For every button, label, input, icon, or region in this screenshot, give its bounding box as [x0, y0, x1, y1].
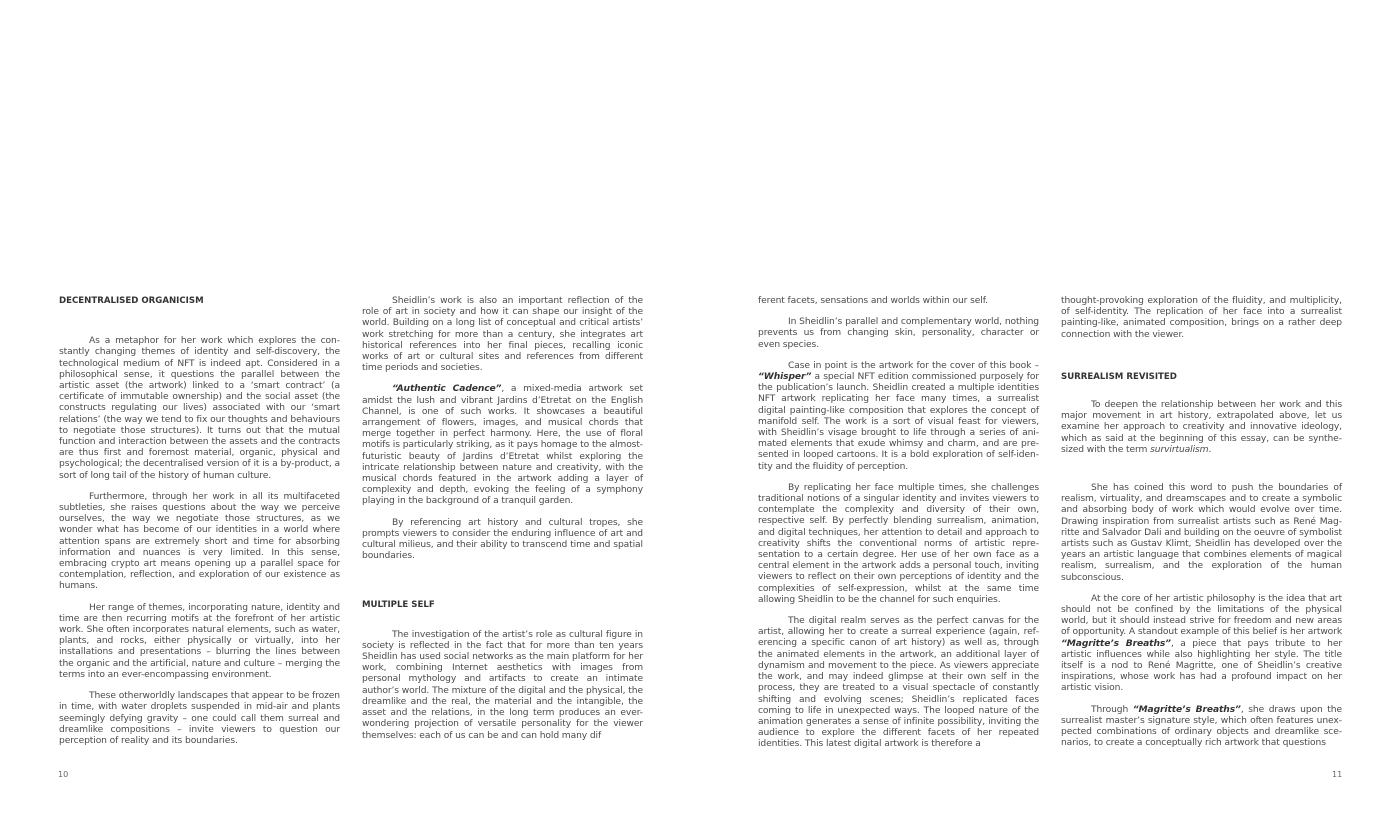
- paragraph: Through “Magritte’s Breaths”, she draws upon the surrealist master’s signature style, which often features unexpected combinations of ordinary objects and dreamlike scenarios, to create a conceptually rich artwork that questions: [1061, 704, 1342, 749]
- paragraph: By replicating her face multiple times, she challenges traditional notions of a singular identity and invites viewers to contemplate the complexity and diversity of their own, respective self. By perfectly blending surrealism, animation, and digital techniques, her attention to detail and approach to creativity shifts the conventional norms of artistic representation to a certain degree. Her use of her own face as a central element in the artwork adds a personal touch, inviting viewers to reflect on their own perceptions of identity and the complexities of self-expression, whilst at the same time allowing Sheidlin to be the channel for such enquiries.: [758, 482, 1039, 605]
- artwork-title-whisper: “Whisper”: [758, 372, 812, 383]
- paragraph: By referencing art history and cultural tropes, she prompts viewers to consider the enduring influence of art and cultural milieus, and their ability to transcend time and spatial boundaries.: [362, 517, 643, 562]
- paragraph: As a metaphor for her work which explores the constantly changing themes of identity and self-discovery, the technological medium of NFT is indeed apt. Considered in a philosophical sense, it questions the parallel between the artistic asset (the artwork) linked to a ‘smart contract’ (a certificate of immutable ownership) and the social asset (the constructs regulating our lives) associated with our ‘smart relations’ (the way we tend to fix our thoughts and behaviours to negotiate those structures). It turns out that the mutual function and interaction between the assets and the contracts are thus first and foremost material, organic, physical and psychological; the decentralised version of it is a by-product, a sort of long tail of the history of human culture.: [59, 336, 340, 481]
- paragraph: She has coined this word to push the boundaries of realism, virtuality, and dreamscapes and to create a symbolic and absorbing body of work which would evolve over time. Drawing inspiration from surrealist artists such as René Magritte and Salvador Dali and building on the oeuvre of symbolist artists such as Gustav Klimt, Sheidlin has developed over the years an artistic language that combines elements of magical realism, surrealism, and the exploration of the human subconscious.: [1061, 483, 1342, 583]
- paragraph-continued: thought-provoking exploration of the fluidity, and multiplicity, of self-identity. The replication of her face into a surrealist painting-like, animated composition, brings on a rather deep connection with the viewer.: [1061, 296, 1342, 340]
- artwork-title-magrittes-breaths: “Magritte’s Breaths”: [1061, 638, 1171, 649]
- paragraph: Case in point is the artwork for the cover of this book – “Whisper” a special NFT edition commissioned purposely for the publication’s launch. Sheidlin created a multiple identities NFT artwork replicating her face many times, a surrealist digital painting-like composition that explores the concept of manifold self. The work is a sort of visual feast for viewers, with Sheidlin’s visage brought to life through a series of animated elements that exude whimsy and charm, and are presented in looped cartoons. It is a bold exploration of self-identity and the fluidity of perception.: [758, 360, 1039, 472]
- section-heading-surrealism-revisited: SURREALISM REVISITED: [1061, 371, 1177, 382]
- right-page-column-2: [1061, 296, 1342, 750]
- term-survirtualism: survirtualism: [1150, 444, 1209, 455]
- right-page-column-1: [758, 296, 1039, 751]
- paragraph: These otherworldly landscapes that appear to be frozen in time, with water droplets suspended in mid-air and plants seemingly defying gravity – one could call them surreal and dreamlike compositions – invite viewers to question our perception of reality and its boundaries.: [59, 691, 340, 746]
- left-page-column-2: [362, 296, 643, 742]
- paragraph: In Sheidlin’s parallel and complementary world, nothing prevents us from changing skin, personality, character or even species.: [758, 317, 1039, 350]
- paragraph-continued: ferent facets, sensations and worlds within our self.: [758, 296, 988, 306]
- left-page-column-1: [59, 296, 340, 747]
- paragraph: Furthermore, through her work in all its multifaceted subtleties, she raises questions about the way we perceive ourselves, the way we negotiate those structures, as we wonder what has become of our identities in a world where attention spans are extremely short and time for absorbing information and nuances is very limited. In this sense, embracing crypto art means opening up a parallel space for contemplation, reflection, and exploration of our existence as humans.: [59, 491, 340, 592]
- section-heading-decentralised-organicism: DECENTRALISED ORGANICISM: [59, 296, 204, 306]
- paragraph: The digital realm serves as the perfect canvas for the artist, allowing her to create a surreal experience (again, referencing a specific canon of art history) as well as, through the animated elements in the artwork, an additional layer of dynamism and movement to the piece. As viewers appreciate the work, and may indeed glimpse at their own self in the process, they are treated to a visual spectacle of constantly shifting and evolving scenes; Sheidlin’s replicated faces coming to life in unexpected ways. The looped nature of the animation generates a sense of infinite possibility, inviting the audience to explore the different facets of her repeated identities. This latest digital artwork is therefore a: [758, 616, 1039, 750]
- paragraph: Sheidlin’s work is also an important reflection of the role of art in society and how it can shape our insight of the world. Building on a long list of conceptual and critical artists’ work stretching for more than a century, she integrates art historical references into her final pieces, recalling iconic works of art or cultural sites and references from different time periods and societies.: [362, 296, 643, 374]
- paragraph: Her range of themes, incorporating nature, identity and time are then recurring motifs at the forefront of her artistic work. She often incorporates natural elements, such as water, plants, and rocks, either physically or virtually, into her installations and presentations – blurring the lines between the organic and the artificial, nature and culture – merging the terms into an ever-encompassing environment.: [59, 602, 340, 680]
- paragraph: “Authentic Cadence”, a mixed-media artwork set amidst the lush and vibrant Jardins d’Etretat on the English Channel, is one of such works. It showcases a beautiful arrangement of flowers, images, and musical chords that merge together in perfect harmony. Here, the use of floral motifs is particularly striking, as it pays homage to the almost-futuristic beauty of Jardins d’Etretat whilst exploring the intricate relationship between nature and creativity, with the musical chords featured in the artwork adding a layer of complexity and depth, evoking the feeling of a symphony playing in the background of a tranquil garden.: [362, 384, 643, 507]
- paragraph: To deepen the relationship between her work and this major movement in art history, extrapolated above, let us examine her approach to creativity and innovative ideology, which as said at the beginning of this essay, can be synthesized with the term survirtualism.: [1061, 400, 1342, 455]
- page-number-left: 10: [58, 770, 69, 779]
- artwork-title-magrittes-breaths: “Magritte’s Breaths”: [1132, 704, 1241, 715]
- page-number-right: 11: [1332, 770, 1343, 779]
- paragraph: The investigation of the artist’s role as cultural figure in society is reflected in the fact that for more than ten years Sheidlin has used social networks as the main platform for her work, combining Internet aesthetics with images from personal mythology and artifacts to create an intimate author’s world. The mixture of the digital and the physical, the dreamlike and the real, the material and the intangible, the asset and the relations, in the long term produces an ever-wondering projection of versatile personality for the viewer themselves: each of us can be and can hold many dif: [362, 629, 643, 741]
- paragraph: At the core of her artistic philosophy is the idea that art should not be confined by the limitations of the physical world, but it should instead strive for freedom and new areas of opportunity. A standout example of this belief is her artwork “Magritte’s Breaths”, a piece that pays tribute to her artistic influences while also highlighting her style. The title itself is a nod to René Magritte, one of Sheidlin’s creative inspirations, whose work has had a profound impact on her artistic vision.: [1061, 593, 1342, 694]
- artwork-title-authentic-cadence: “Authentic Cadence”: [392, 384, 502, 395]
- section-heading-multiple-self: MULTIPLE SELF: [362, 600, 435, 611]
